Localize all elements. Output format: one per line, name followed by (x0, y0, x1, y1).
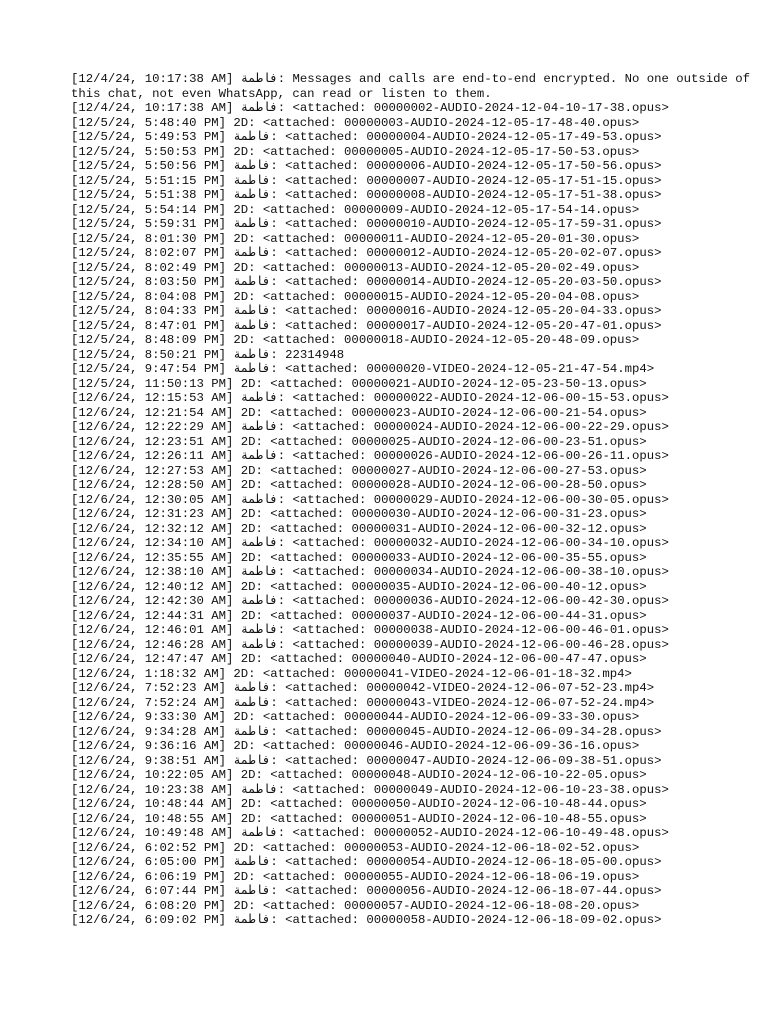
message-sender: 2D (233, 869, 249, 884)
chat-message-line (71, 217, 761, 232)
message-text: : <attached: 00000020-VIDEO-2024-12-05-21-47-54.mp4> (270, 362, 655, 376)
message-timestamp: [12/6/24, 12:21:54 AM] (71, 405, 234, 420)
message-timestamp: [12/6/24, 12:46:01 AM] (71, 623, 234, 637)
message-text: : <attached: 00000057-AUDIO-2024-12-06-18-08-20.opus> (248, 898, 640, 913)
chat-message-line (71, 783, 761, 798)
message-sender: 2D (240, 579, 256, 594)
message-timestamp: [12/5/24, 5:59:31 PM] (71, 217, 226, 231)
message-sender: 2D (240, 768, 256, 782)
message-timestamp: [12/5/24, 8:02:49 PM] (71, 260, 226, 275)
message-text: : <attached: 00000046-AUDIO-2024-12-06-09-36-16.opus> (248, 739, 640, 753)
message-timestamp: [12/6/24, 12:46:28 AM] (71, 637, 234, 652)
message-timestamp: [12/4/24, 10:17:38 AM] (71, 72, 234, 86)
message-sender: فاطمة (233, 304, 271, 318)
message-timestamp: [12/6/24, 1:18:32 AM] (71, 666, 226, 681)
message-timestamp: [12/6/24, 12:30:05 AM] (71, 492, 234, 507)
message-timestamp: [12/6/24, 6:06:19 PM] (71, 869, 226, 884)
message-timestamp: [12/6/24, 12:40:12 AM] (71, 579, 234, 594)
message-timestamp: [12/6/24, 10:48:44 AM] (71, 797, 234, 811)
chat-message-line (71, 565, 761, 580)
message-sender: فاطمة (233, 318, 271, 333)
message-text: : <attached: 00000024-AUDIO-2024-12-06-00-22-29.opus> (277, 420, 669, 434)
chat-message-line (71, 710, 761, 725)
message-timestamp: [12/5/24, 8:04:08 PM] (71, 289, 226, 304)
message-sender: فاطمة (240, 420, 278, 434)
message-timestamp: [12/6/24, 12:31:23 AM] (71, 507, 234, 521)
chat-message-line (71, 116, 761, 131)
message-timestamp: [12/6/24, 12:28:50 AM] (71, 478, 234, 492)
message-text: : <attached: 00000005-AUDIO-2024-12-05-17-50-53.opus> (248, 144, 640, 159)
message-timestamp: [12/6/24, 12:27:53 AM] (71, 463, 234, 478)
message-text: : <attached: 00000002-AUDIO-2024-12-04-10-17-38.opus> (277, 101, 669, 115)
message-sender: فاطمة (240, 826, 278, 840)
message-sender: 2D (240, 811, 256, 826)
chat-message-line (71, 435, 761, 450)
chat-message-line (71, 391, 761, 406)
chat-message-line (71, 812, 761, 827)
message-timestamp: [12/5/24, 8:01:30 PM] (71, 231, 226, 246)
chat-message-line (71, 261, 761, 276)
message-text: : <attached: 00000010-AUDIO-2024-12-05-17-59-31.opus> (270, 217, 662, 231)
message-text: : <attached: 00000014-AUDIO-2024-12-05-20-03-50.opus> (270, 275, 662, 289)
message-text: : <attached: 00000040-AUDIO-2024-12-06-00-47-47.opus> (255, 652, 647, 666)
message-text: : <attached: 00000055-AUDIO-2024-12-06-18-06-19.opus> (248, 869, 640, 884)
message-timestamp: [12/6/24, 12:23:51 AM] (71, 434, 234, 449)
message-timestamp: [12/6/24, 12:26:11 AM] (71, 449, 234, 463)
chat-message-line (71, 174, 761, 189)
chat-message-line (71, 290, 761, 305)
chat-message-line (71, 594, 761, 609)
message-sender: فاطمة (233, 724, 271, 739)
message-timestamp: [12/6/24, 12:47:47 AM] (71, 652, 234, 666)
message-text: : <attached: 00000050-AUDIO-2024-12-06-10-48-44.opus> (255, 797, 647, 811)
message-sender: 2D (233, 144, 249, 159)
message-timestamp: [12/5/24, 5:50:53 PM] (71, 144, 226, 159)
message-text: : <attached: 00000058-AUDIO-2024-12-06-18-09-02.opus> (270, 913, 662, 927)
message-sender: فاطمة (233, 130, 271, 144)
chat-message-line (71, 72, 761, 101)
message-timestamp: [12/6/24, 10:49:48 AM] (71, 826, 234, 840)
message-timestamp: [12/5/24, 5:51:15 PM] (71, 173, 226, 188)
message-timestamp: [12/4/24, 10:17:38 AM] (71, 101, 234, 115)
chat-message-line (71, 246, 761, 261)
message-sender: 2D (240, 463, 256, 478)
message-sender: فاطمة (240, 492, 278, 507)
chat-message-line (71, 681, 761, 696)
chat-message-line (71, 826, 761, 841)
message-timestamp: [12/6/24, 6:07:44 PM] (71, 884, 226, 898)
chat-message-line (71, 899, 761, 914)
message-sender: 2D (233, 333, 249, 347)
chat-message-line (71, 754, 761, 769)
message-timestamp: [12/5/24, 9:47:54 PM] (71, 362, 226, 376)
message-text: : <attached: 00000018-AUDIO-2024-12-05-20-48-09.opus> (248, 333, 640, 347)
message-text: : <attached: 00000009-AUDIO-2024-12-05-17-54-14.opus> (248, 202, 640, 217)
message-text: : <attached: 00000054-AUDIO-2024-12-06-18-05-00.opus> (270, 855, 662, 869)
message-timestamp: [12/5/24, 8:03:50 PM] (71, 275, 226, 289)
message-sender: 2D (233, 231, 249, 246)
message-sender: فاطمة (233, 695, 271, 710)
chat-message-line (71, 203, 761, 218)
message-sender: 2D (233, 202, 249, 217)
chat-message-line (71, 478, 761, 493)
message-sender: فاطمة (233, 753, 271, 768)
chat-message-line (71, 725, 761, 740)
message-sender: 2D (233, 739, 249, 753)
message-text: : <attached: 00000028-AUDIO-2024-12-06-00-28-50.opus> (255, 478, 647, 492)
message-timestamp: [12/6/24, 9:33:30 AM] (71, 710, 226, 724)
chat-message-line (71, 319, 761, 334)
message-text: : <attached: 00000022-AUDIO-2024-12-06-00-15-53.opus> (277, 391, 669, 405)
chat-message-line (71, 638, 761, 653)
message-sender: فاطمة (233, 159, 271, 173)
message-timestamp: [12/5/24, 5:50:56 PM] (71, 159, 226, 173)
message-text: : <attached: 00000007-AUDIO-2024-12-05-17-51-15.opus> (270, 173, 662, 188)
message-text: : <attached: 00000048-AUDIO-2024-12-06-10-22-05.opus> (255, 768, 647, 782)
message-text: : <attached: 00000045-AUDIO-2024-12-06-09-34-28.opus> (270, 724, 662, 739)
chat-message-line (71, 130, 761, 145)
chat-message-line (71, 609, 761, 624)
chat-message-line (71, 768, 761, 783)
message-text: : <attached: 00000027-AUDIO-2024-12-06-00-27-53.opus> (255, 463, 647, 478)
chat-message-line (71, 913, 761, 928)
message-text: : <attached: 00000015-AUDIO-2024-12-05-20-04-08.opus> (248, 289, 640, 304)
message-sender: فاطمة (233, 246, 271, 260)
message-sender: 2D (240, 405, 256, 420)
chat-message-line (71, 652, 761, 667)
message-sender: 2D (240, 376, 256, 391)
message-text: : <attached: 00000053-AUDIO-2024-12-06-18-02-52.opus> (248, 840, 640, 855)
message-text: : 22314948 (270, 347, 345, 362)
message-sender: فاطمة (233, 913, 271, 927)
message-sender: فاطمة (233, 173, 271, 188)
message-sender: فاطمة (240, 565, 278, 579)
message-text: : <attached: 00000033-AUDIO-2024-12-06-00-35-55.opus> (255, 550, 647, 565)
message-text: : <attached: 00000038-AUDIO-2024-12-06-00-46-01.opus> (277, 623, 669, 637)
message-sender: فاطمة (240, 72, 278, 86)
message-text: : <attached: 00000017-AUDIO-2024-12-05-20-47-01.opus> (270, 318, 662, 333)
message-text: : <attached: 00000056-AUDIO-2024-12-06-18-07-44.opus> (270, 884, 662, 898)
message-timestamp: [12/6/24, 7:52:24 AM] (71, 695, 226, 710)
message-text: : <attached: 00000012-AUDIO-2024-12-05-20-02-07.opus> (270, 246, 662, 260)
message-text: : <attached: 00000029-AUDIO-2024-12-06-00-30-05.opus> (277, 492, 669, 507)
chat-message-line (71, 304, 761, 319)
message-timestamp: [12/5/24, 8:04:33 PM] (71, 304, 226, 318)
message-text: : <attached: 00000044-AUDIO-2024-12-06-09-33-30.opus> (248, 710, 640, 724)
message-sender: 2D (233, 898, 249, 913)
message-sender: 2D (233, 115, 249, 130)
message-timestamp: [12/6/24, 10:48:55 AM] (71, 811, 234, 826)
message-sender: 2D (233, 260, 249, 275)
message-text: : <attached: 00000032-AUDIO-2024-12-06-00-34-10.opus> (277, 536, 669, 550)
message-text: : <attached: 00000047-AUDIO-2024-12-06-09-38-51.opus> (270, 753, 662, 768)
message-text: : <attached: 00000006-AUDIO-2024-12-05-17-50-56.opus> (270, 159, 662, 173)
chat-message-line (71, 420, 761, 435)
message-timestamp: [12/5/24, 8:47:01 PM] (71, 318, 226, 333)
chat-message-line (71, 797, 761, 812)
message-timestamp: [12/6/24, 12:44:31 AM] (71, 608, 234, 623)
message-timestamp: [12/5/24, 8:02:07 PM] (71, 246, 226, 260)
chat-message-line (71, 188, 761, 203)
message-sender: 2D (240, 507, 256, 521)
chat-message-line (71, 507, 761, 522)
chat-message-line (71, 159, 761, 174)
chat-message-line (71, 667, 761, 682)
message-text: : <attached: 00000008-AUDIO-2024-12-05-17-51-38.opus> (270, 188, 662, 202)
chat-message-line (71, 696, 761, 711)
chat-message-line (71, 232, 761, 247)
message-sender: 2D (240, 521, 256, 536)
message-sender: فاطمة (240, 101, 278, 115)
message-timestamp: [12/6/24, 6:09:02 PM] (71, 913, 226, 927)
message-sender: 2D (233, 289, 249, 304)
message-sender: 2D (240, 550, 256, 565)
message-sender: فاطمة (233, 884, 271, 898)
message-sender: 2D (240, 608, 256, 623)
message-text: : <attached: 00000039-AUDIO-2024-12-06-00-46-28.opus> (277, 637, 669, 652)
message-text: : <attached: 00000041-VIDEO-2024-12-06-01-18-32.mp4> (248, 666, 632, 681)
message-sender: 2D (240, 652, 256, 666)
message-text: : <attached: 00000023-AUDIO-2024-12-06-00-21-54.opus> (255, 405, 647, 420)
chat-message-line (71, 623, 761, 638)
message-timestamp: [12/6/24, 6:08:20 PM] (71, 898, 226, 913)
message-sender: فاطمة (240, 637, 278, 652)
message-text: : <attached: 00000030-AUDIO-2024-12-06-00-31-23.opus> (255, 507, 647, 521)
message-timestamp: [12/6/24, 9:34:28 AM] (71, 724, 226, 739)
message-text: : <attached: 00000031-AUDIO-2024-12-06-00-32-12.opus> (255, 521, 647, 536)
message-text: : <attached: 00000025-AUDIO-2024-12-06-00-23-51.opus> (255, 434, 647, 449)
message-text: : <attached: 00000034-AUDIO-2024-12-06-00-38-10.opus> (277, 565, 669, 579)
chat-message-line (71, 275, 761, 290)
chat-message-line (71, 739, 761, 754)
message-sender: فاطمة (233, 347, 271, 362)
chat-message-line (71, 406, 761, 421)
message-sender: فاطمة (233, 217, 271, 231)
message-timestamp: [12/6/24, 7:52:23 AM] (71, 681, 226, 695)
message-timestamp: [12/5/24, 5:49:53 PM] (71, 130, 226, 144)
message-sender: فاطمة (233, 855, 271, 869)
message-timestamp: [12/5/24, 5:48:40 PM] (71, 115, 226, 130)
message-timestamp: [12/6/24, 9:36:16 AM] (71, 739, 226, 753)
message-text: : <attached: 00000043-VIDEO-2024-12-06-07-52-24.mp4> (270, 695, 655, 710)
message-timestamp: [12/5/24, 8:50:21 PM] (71, 347, 226, 362)
message-text: : <attached: 00000016-AUDIO-2024-12-05-20-04-33.opus> (270, 304, 662, 318)
message-text: : <attached: 00000013-AUDIO-2024-12-05-20-02-49.opus> (248, 260, 640, 275)
message-text: : <attached: 00000052-AUDIO-2024-12-06-10-49-48.opus> (277, 826, 669, 840)
chat-transcript (71, 72, 761, 928)
message-timestamp: [12/6/24, 12:38:10 AM] (71, 565, 234, 579)
message-timestamp: [12/5/24, 8:48:09 PM] (71, 333, 226, 347)
message-text: : <attached: 00000037-AUDIO-2024-12-06-00-44-31.opus> (255, 608, 647, 623)
message-text: : <attached: 00000021-AUDIO-2024-12-05-23-50-13.opus> (255, 376, 647, 391)
chat-message-line (71, 580, 761, 595)
chat-message-line (71, 870, 761, 885)
message-sender: فاطمة (240, 391, 278, 405)
message-timestamp: [12/6/24, 6:02:52 PM] (71, 840, 226, 855)
chat-message-line (71, 101, 761, 116)
message-timestamp: [12/5/24, 5:51:38 PM] (71, 188, 226, 202)
message-sender: فاطمة (233, 681, 271, 695)
message-timestamp: [12/6/24, 12:32:12 AM] (71, 521, 234, 536)
chat-message-line (71, 536, 761, 551)
message-sender: 2D (240, 478, 256, 492)
chat-message-line (71, 855, 761, 870)
message-sender: 2D (233, 666, 249, 681)
message-text: : <attached: 00000026-AUDIO-2024-12-06-00-26-11.opus> (277, 449, 669, 463)
message-text: : <attached: 00000042-VIDEO-2024-12-06-07-52-23.mp4> (270, 681, 655, 695)
message-text: : <attached: 00000036-AUDIO-2024-12-06-00-42-30.opus> (277, 594, 669, 608)
message-sender: فاطمة (233, 362, 271, 376)
message-sender: 2D (240, 797, 256, 811)
message-timestamp: [12/6/24, 12:35:55 AM] (71, 550, 234, 565)
chat-message-line (71, 377, 761, 392)
message-sender: فاطمة (240, 449, 278, 463)
chat-message-line (71, 333, 761, 348)
message-timestamp: [12/6/24, 9:38:51 AM] (71, 753, 226, 768)
message-text: : <attached: 00000049-AUDIO-2024-12-06-10-23-38.opus> (277, 782, 669, 797)
message-sender: 2D (233, 840, 249, 855)
chat-message-line (71, 551, 761, 566)
message-sender: فاطمة (240, 782, 278, 797)
message-sender: فاطمة (233, 275, 271, 289)
message-timestamp: [12/6/24, 10:23:38 AM] (71, 782, 234, 797)
chat-message-line (71, 522, 761, 537)
message-text: : <attached: 00000011-AUDIO-2024-12-05-20-01-30.opus> (248, 231, 640, 246)
message-sender: 2D (240, 434, 256, 449)
message-sender: 2D (233, 710, 249, 724)
message-text: : Messages and calls are end-to-end encrypted. No one outside of this chat, not even WhatsApp, can read or listen to them. (71, 72, 758, 101)
message-text: : <attached: 00000035-AUDIO-2024-12-06-00-40-12.opus> (255, 579, 647, 594)
message-timestamp: [12/6/24, 12:42:30 AM] (71, 594, 234, 608)
chat-message-line (71, 362, 761, 377)
chat-message-line (71, 449, 761, 464)
message-sender: فاطمة (240, 536, 278, 550)
message-timestamp: [12/5/24, 11:50:13 PM] (71, 376, 234, 391)
message-timestamp: [12/5/24, 5:54:14 PM] (71, 202, 226, 217)
message-sender: فاطمة (240, 623, 278, 637)
message-timestamp: [12/6/24, 12:22:29 AM] (71, 420, 234, 434)
chat-message-line (71, 884, 761, 899)
message-timestamp: [12/6/24, 6:05:00 PM] (71, 855, 226, 869)
message-text: : <attached: 00000004-AUDIO-2024-12-05-17-49-53.opus> (270, 130, 662, 144)
chat-message-line (71, 145, 761, 160)
chat-message-line (71, 348, 761, 363)
message-text: : <attached: 00000003-AUDIO-2024-12-05-17-48-40.opus> (248, 115, 640, 130)
message-text: : <attached: 00000051-AUDIO-2024-12-06-10-48-55.opus> (255, 811, 647, 826)
message-timestamp: [12/6/24, 12:15:53 AM] (71, 391, 234, 405)
message-sender: فاطمة (240, 594, 278, 608)
chat-message-line (71, 841, 761, 856)
message-sender: فاطمة (233, 188, 271, 202)
chat-message-line (71, 493, 761, 508)
message-timestamp: [12/6/24, 12:34:10 AM] (71, 536, 234, 550)
message-timestamp: [12/6/24, 10:22:05 AM] (71, 768, 234, 782)
chat-message-line (71, 464, 761, 479)
